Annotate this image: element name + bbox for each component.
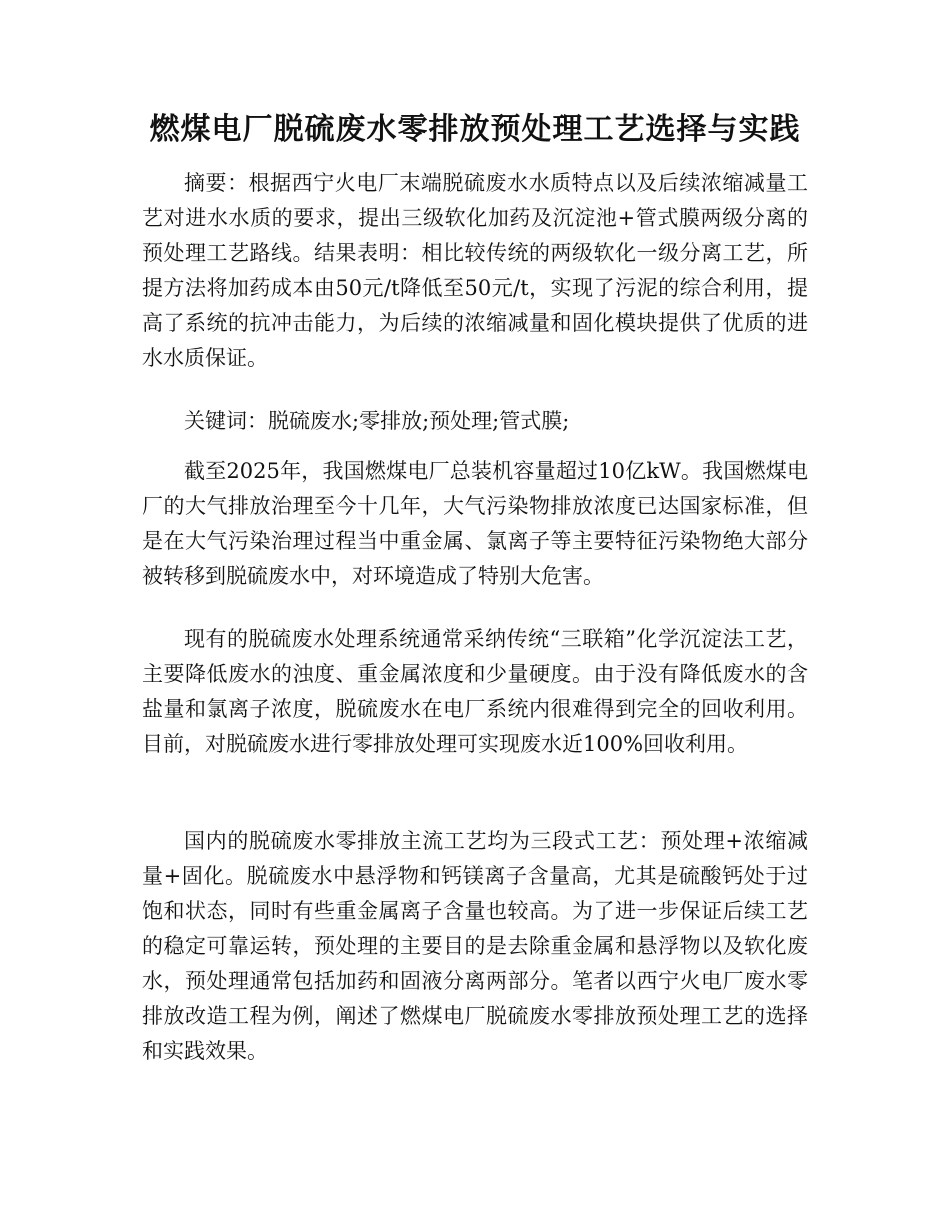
body-paragraph-3: 国内的脱硫废水零排放主流工艺均为三段式工艺：预处理+浓缩减量+固化。脱硫废水中悬浮物和钙镁离子含量高，尤其是硫酸钙处于过饱和状态，同时有些重金属离子含量也较高。为了进一步保证后续工艺的稳定可靠运转，预处理的主要目的是去除重金属和悬浮物以及软化废水，预处理通常包括加药和固液分离两部分。笔者以西宁火电厂废水零排放改造工程为例，阐述了燃煤电厂脱硫废水零排放预处理工艺的选择和实践效果。 — [142, 829, 808, 1063]
keywords-paragraph: 关键词：脱硫废水;零排放;预处理;管式膜; — [184, 409, 570, 433]
document-title: 燃煤电厂脱硫废水零排放预处理工艺选择与实践 — [149, 112, 801, 147]
body-paragraph-2: 现有的脱硫废水处理系统通常采纳传统“三联箱”化学沉淀法工艺，主要降低废水的浊度、重金属浓度和少量硬度。由于没有降低废水的含盐量和氯离子浓度，脱硫废水在电厂系统内很难得到完全的回收利用。目前，对脱硫废水进行零排放处理可实现废水近100%回收利用。 — [142, 627, 808, 756]
body-paragraph-1: 截至2025年，我国燃煤电厂总装机容量超过10亿kW。我国燃煤电厂的大气排放治理至今十几年，大气污染物排放浓度已达国家标准，但是在大气污染治理过程当中重金属、氯离子等主要特征污染物绝大部分被转移到脱硫废水中，对环境造成了特别大危害。 — [142, 459, 808, 588]
abstract-paragraph: 摘要：根据西宁火电厂末端脱硫废水水质特点以及后续浓缩减量工艺对进水水质的要求，提出三级软化加药及沉淀池+管式膜两级分离的预处理工艺路线。结果表明：相比较传统的两级软化一级分离工艺，所提方法将加药成本由50元/t降低至50元/t，实现了污泥的综合利用，提高了系统的抗冲击能力，为后续的浓缩减量和固化模块提供了优质的进水水质保证。 — [142, 171, 808, 370]
